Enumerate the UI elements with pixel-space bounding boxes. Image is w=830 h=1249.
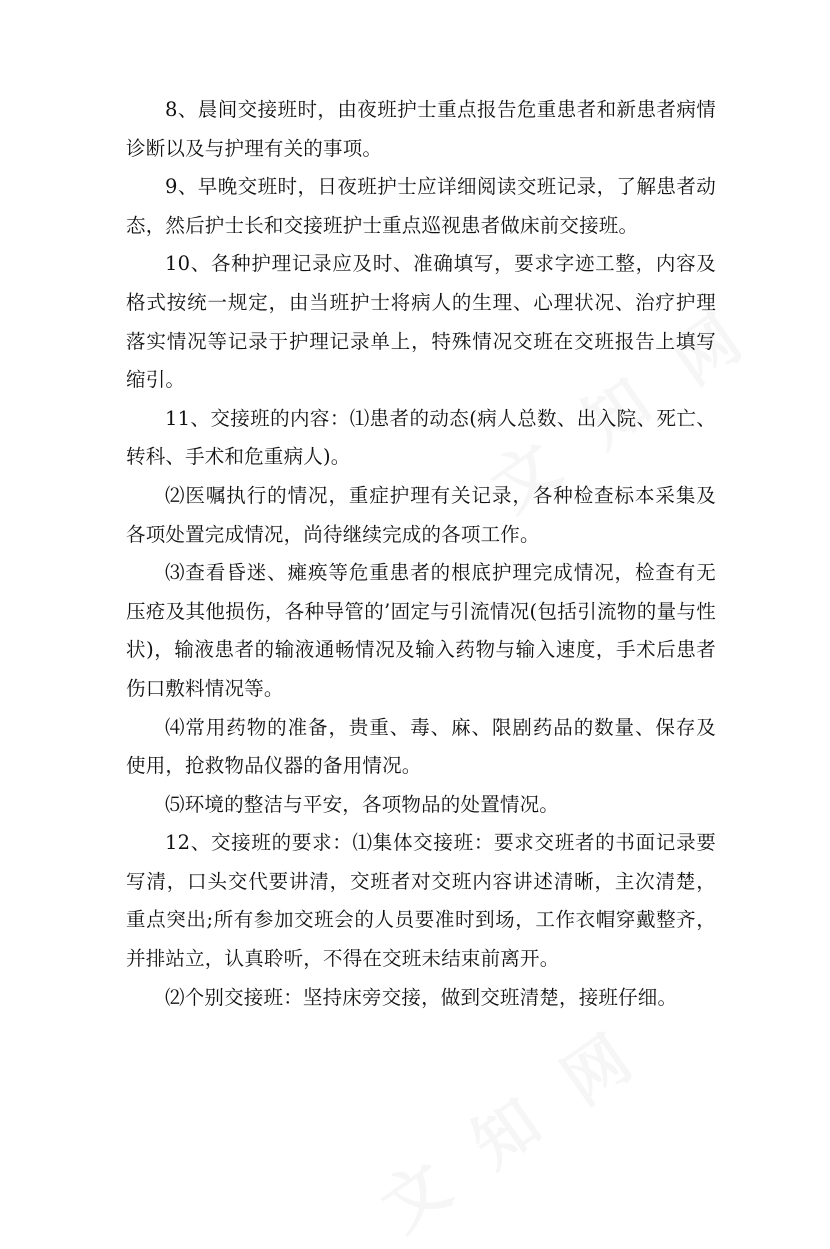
paragraph-11-item-5: ⑸环境的整洁与平安，各项物品的处置情况。	[165, 792, 560, 816]
document-body	[126, 91, 716, 1017]
paragraph-8: 8、晨间交接班时，由夜班护士重点报告危重患者和新患者病情诊断以及与护理有关的事项。	[126, 98, 716, 160]
paragraph-9: 9、早晚交班时，日夜班护士应详细阅读交班记录，了解患者动态，然后护士长和交接班护士重点巡视患者做床前交接班。	[126, 175, 716, 237]
paragraph-11-item-3: ⑶查看昏迷、瘫痪等危重患者的根底护理完成情况，检查有无压疮及其他损伤，各种导管的’固定与引流情况(包括引流物的量与性状)，输液患者的输液通畅情况及输入药物与输入速度，手术后患者伤口敷料情况等。	[126, 561, 716, 700]
paragraph-11-item-4: ⑷常用药物的准备，贵重、毒、麻、限剧药品的数量、保存及使用，抢救物品仪器的备用情况。	[126, 715, 716, 778]
paragraph-11: 11、交接班的内容：⑴患者的动态(病人总数、出入院、死亡、转科、手术和危重病人)。	[126, 406, 716, 469]
paragraph-12: 12、交接班的要求：⑴集体交接班：要求交班者的书面记录要写清，口头交代要讲清，交班者对交班内容讲述清晰，主次清楚，重点突出;所有参加交班会的人员要准时到场，工作衣帽穿戴整齐，并排站立，认真聆听，不得在交班未结束前离开。	[126, 831, 716, 971]
paragraph-10: 10、各种护理记录应及时、准确填写，要求字迹工整，内容及格式按统一规定，由当班护士将病人的生理、心理状况、治疗护理落实情况等记录于护理记录单上，特殊情况交班在交班报告上填写缩引。	[126, 252, 716, 392]
watermark	[360, 1003, 656, 1248]
paragraph-11-item-2: ⑵医嘱执行的情况，重症护理有关记录，各种检查标本采集及各项处置完成情况，尚待继续完成的各项工作。	[126, 483, 716, 546]
paragraph-12-item-2: ⑵个别交接班：坚持床旁交接，做到交班清楚，接班仔细。	[165, 985, 678, 1009]
